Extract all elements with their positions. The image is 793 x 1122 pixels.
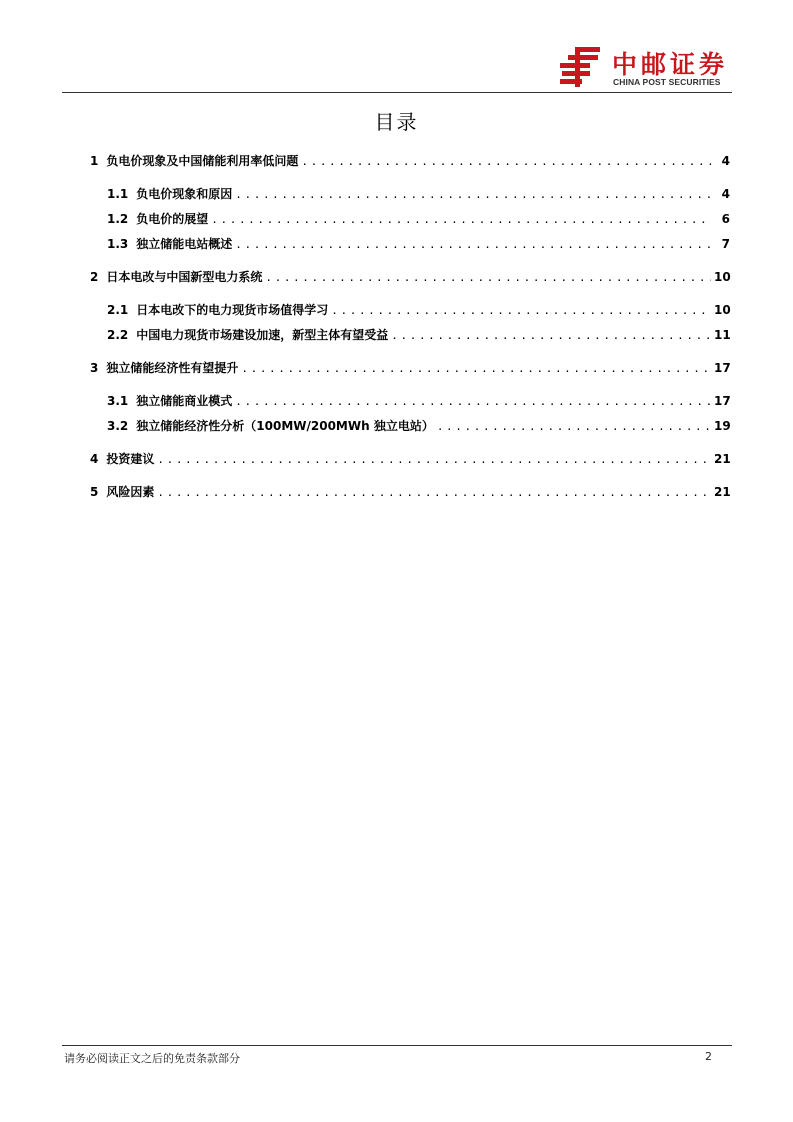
toc-dot-leader [211, 212, 711, 228]
toc-dot-leader [157, 485, 711, 501]
toc-entry[interactable] [107, 418, 730, 435]
toc-entry[interactable] [107, 211, 730, 228]
toc-entry-number: 3.1 [107, 394, 129, 408]
page-header [0, 0, 793, 95]
toc-dot-leader [391, 328, 711, 344]
logo-english-name: CHINA POST SECURITIES [613, 77, 721, 87]
toc-entry-page: 4 [721, 154, 730, 168]
toc-entry-label: 风险因素 [106, 485, 155, 499]
toc-entry-label: 中国电力现货市场建设加速，新型主体有望受益 [136, 328, 389, 342]
china-post-logo-icon [558, 45, 604, 89]
toc-entry-number: 2.2 [107, 328, 129, 342]
toc-entry-page: 11 [714, 328, 731, 342]
toc-entry[interactable] [107, 327, 730, 344]
toc-dot-leader [331, 303, 711, 319]
toc-entry-page: 6 [721, 212, 730, 226]
toc-entry-label: 独立储能经济性分析（100MW/200MWh 独立电站） [136, 419, 434, 433]
toc-entry-label: 负电价现象及中国储能利用率低问题 [106, 154, 299, 168]
toc-entry-number: 1.2 [107, 212, 129, 226]
toc-entry-label: 日本电改下的电力现货市场值得学习 [136, 303, 329, 317]
company-logo [558, 45, 738, 93]
toc-entry[interactable] [90, 360, 730, 377]
toc-entry[interactable] [107, 393, 730, 410]
toc-entry-number: 3.2 [107, 419, 129, 433]
toc-entry[interactable] [107, 236, 730, 253]
toc-title: 目录 [374, 110, 419, 134]
toc-entry-page: 4 [721, 187, 730, 201]
toc-entry[interactable] [90, 451, 730, 468]
toc-dot-leader [437, 419, 711, 435]
toc-dot-leader [157, 452, 711, 468]
toc-dot-leader [235, 237, 711, 253]
toc-entry[interactable] [90, 269, 730, 286]
toc-dot-leader [235, 394, 711, 410]
toc-entry[interactable] [107, 186, 730, 203]
toc-entry[interactable] [90, 484, 730, 501]
toc-entry-label: 负电价现象和原因 [136, 187, 233, 201]
toc-entry-page: 19 [714, 419, 731, 433]
toc-entry-label: 独立储能经济性有望提升 [106, 361, 239, 375]
toc-dot-leader [235, 187, 711, 203]
toc-entry[interactable] [90, 153, 730, 170]
toc-entry-label: 独立储能电站概述 [136, 237, 233, 251]
toc-entry-number: 1 [90, 154, 99, 168]
toc-entry[interactable] [107, 302, 730, 319]
toc-dot-leader [241, 361, 711, 377]
footer-disclaimer: 请务必阅读正文之后的免责条款部分 [64, 1052, 240, 1065]
toc-entry-page: 10 [714, 303, 731, 317]
toc-entry-number: 1.3 [107, 237, 129, 251]
toc-dot-leader [301, 154, 711, 170]
toc-entry-number: 3 [90, 361, 99, 375]
logo-chinese-name: 中邮证券 [612, 50, 729, 79]
toc-entry-number: 1.1 [107, 187, 129, 201]
footer-divider [62, 1045, 732, 1046]
toc-entry-number: 4 [90, 452, 99, 466]
toc-entry-page: 17 [714, 394, 731, 408]
toc-entry-page: 21 [714, 485, 731, 499]
toc-entry-number: 5 [90, 485, 99, 499]
toc-entry-label: 独立储能商业模式 [136, 394, 233, 408]
toc-entry-number: 2.1 [107, 303, 129, 317]
toc-entry-number: 2 [90, 270, 99, 284]
toc-entry-page: 17 [714, 361, 731, 375]
toc-entry-label: 日本电改与中国新型电力系统 [106, 270, 263, 284]
toc-dot-leader [265, 270, 711, 286]
header-divider [62, 92, 732, 93]
toc-entry-label: 投资建议 [106, 452, 155, 466]
page-number: 2 [705, 1050, 712, 1063]
toc-entry-page: 10 [714, 270, 731, 284]
toc-entry-page: 7 [721, 237, 730, 251]
toc-entry-page: 21 [714, 452, 731, 466]
toc-entry-label: 负电价的展望 [136, 212, 209, 226]
